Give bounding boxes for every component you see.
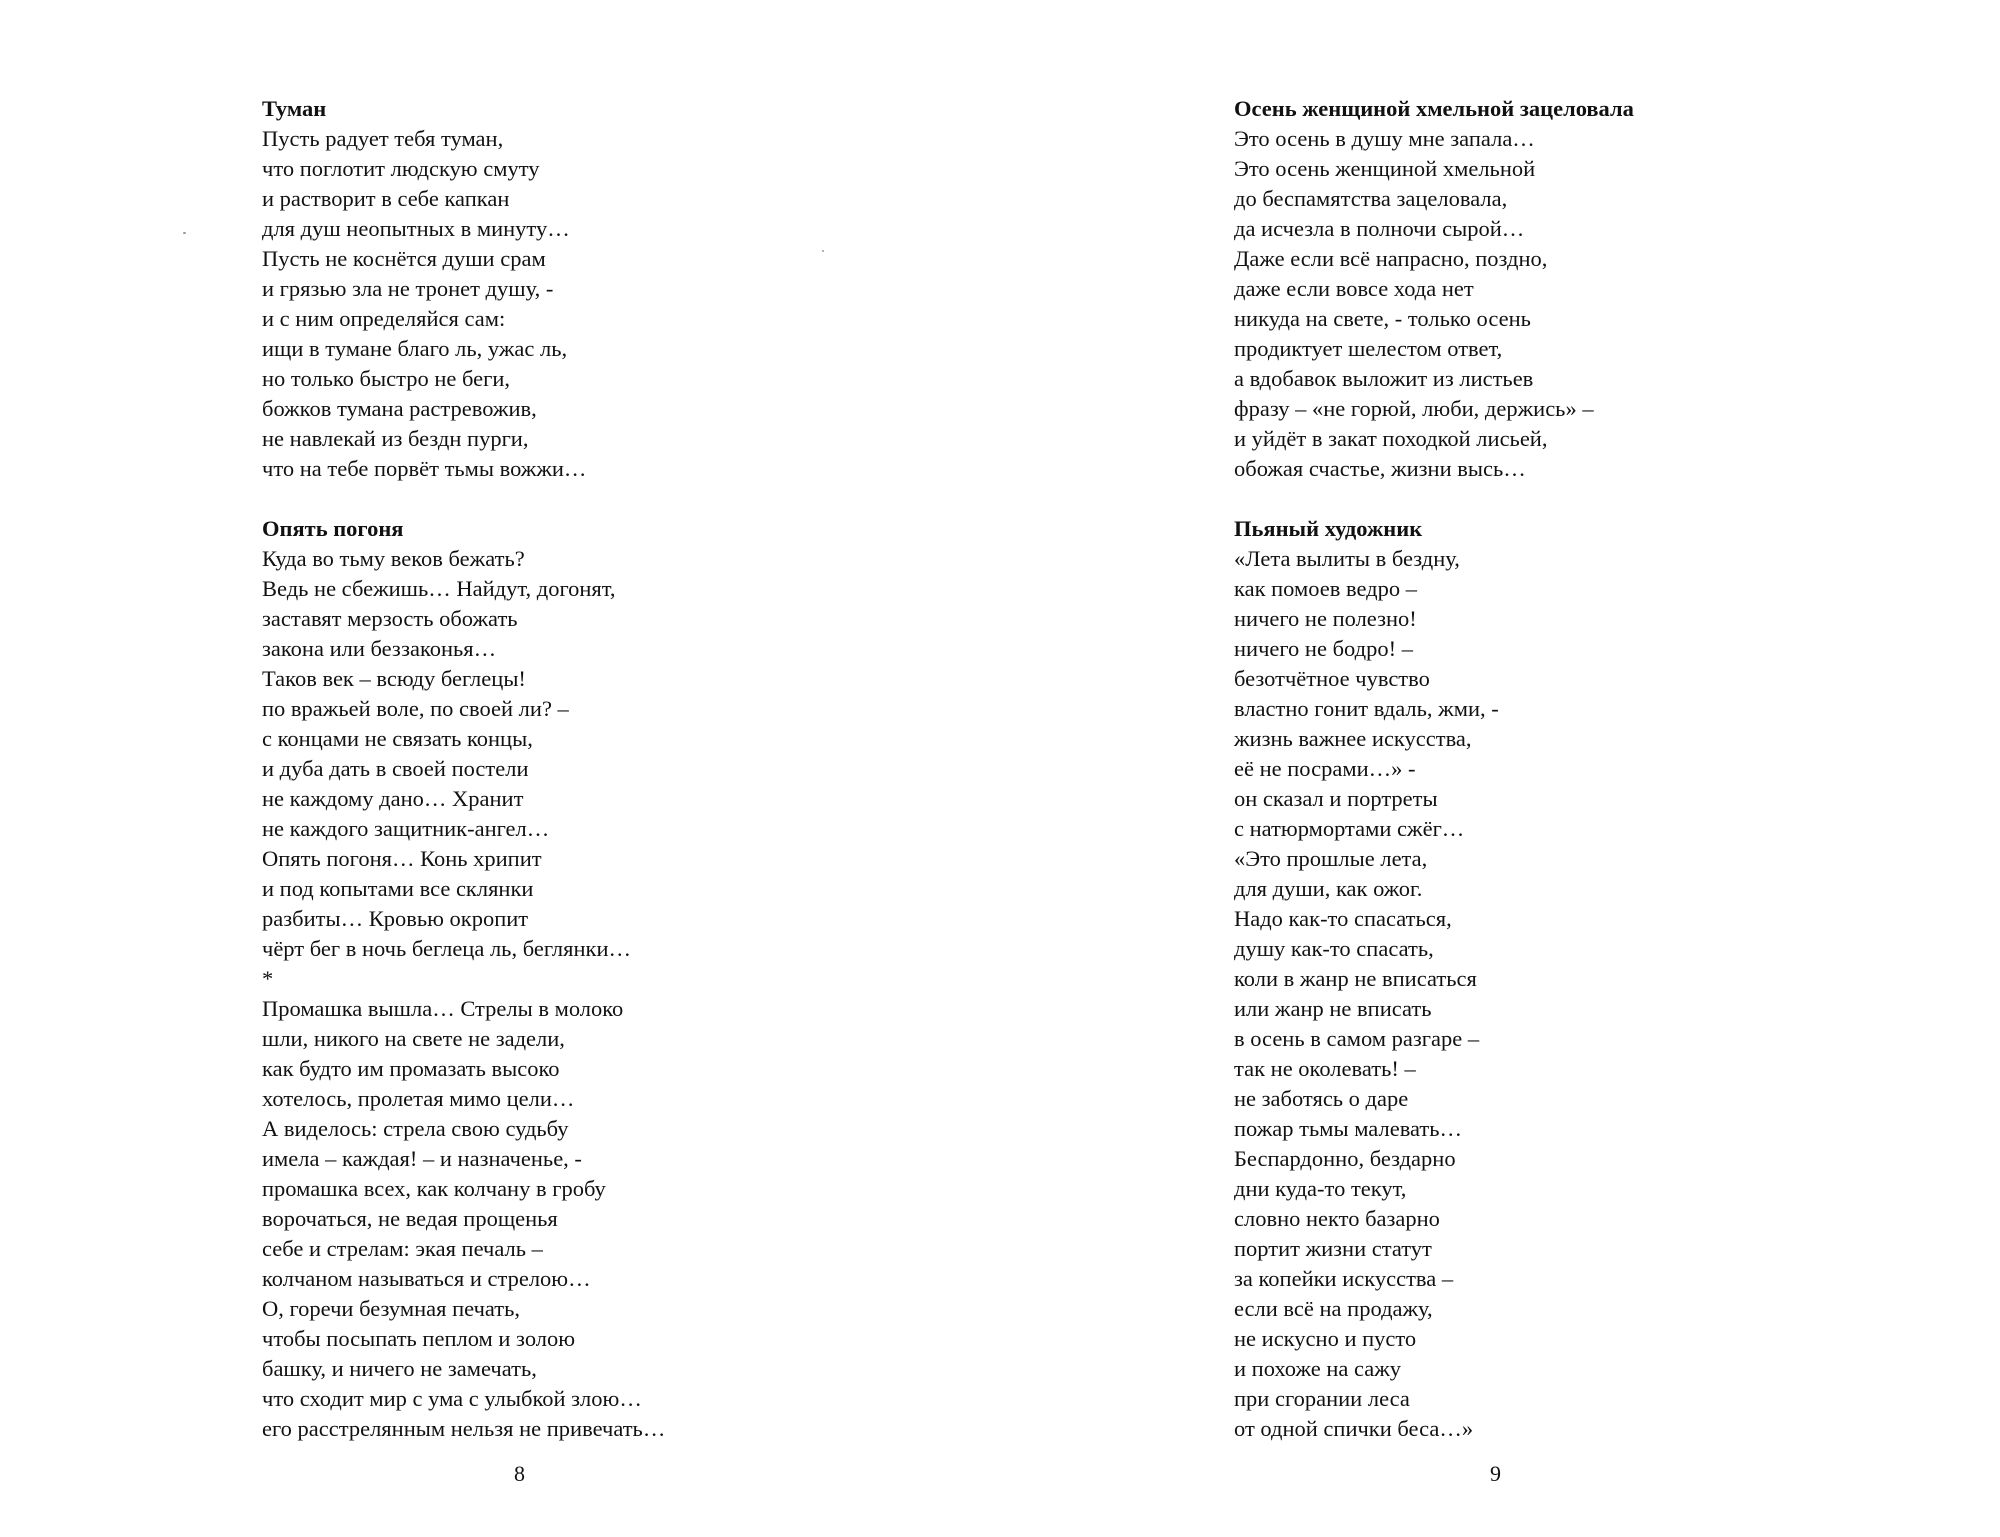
poem-line: ищи в тумане благо ль, ужас ль, <box>262 336 568 361</box>
poem-line: словно некто базарно <box>1234 1206 1440 1231</box>
poem-line: не каждого защитник-ангел… <box>262 816 550 841</box>
poem-line: да исчезла в полночи сырой… <box>1234 216 1525 241</box>
poem-line: а вдобавок выложит из листьев <box>1234 366 1534 391</box>
poem-line: колчаном называться и стрелою… <box>262 1266 591 1291</box>
poem-title: Пьяный художник <box>1234 516 1423 541</box>
poem-line: Ведь не сбежишь… Найдут, догонят, <box>262 576 616 601</box>
poem-line: для душ неопытных в минуту… <box>262 216 570 241</box>
poem-line: «Лета вылиты в бездну, <box>1234 546 1460 571</box>
poem-line: Пусть не коснётся души срам <box>262 246 546 271</box>
poem-line: дни куда-то текут, <box>1234 1176 1407 1201</box>
poem-line: безотчётное чувство <box>1234 666 1430 691</box>
poem-line: ничего не полезно! <box>1234 606 1417 631</box>
poem-line: как помоев ведро – <box>1234 576 1417 601</box>
poem-line: не заботясь о даре <box>1234 1086 1409 1111</box>
poem-line: что поглотит людскую смуту <box>262 156 540 181</box>
poem-line: Надо как-то спасаться, <box>1234 906 1452 931</box>
right-page <box>1000 0 2000 1537</box>
poem-line: хотелось, пролетая мимо цели… <box>262 1086 575 1111</box>
poem-line: что сходит мир с ума с улыбкой злою… <box>262 1386 642 1411</box>
poem-line: разбиты… Кровью окропит <box>262 906 529 931</box>
poem-line: даже если вовсе хода нет <box>1234 276 1474 301</box>
poem-line: как будто им промазать высоко <box>262 1056 560 1081</box>
poem-line: если всё на продажу, <box>1234 1296 1433 1321</box>
poem-line: божков тумана растревожив, <box>262 396 537 421</box>
poem-line: он сказал и портреты <box>1234 786 1438 811</box>
poem-line: но только быстро не беги, <box>262 366 511 391</box>
poem-line: башку, и ничего не замечать, <box>262 1356 537 1381</box>
poem-line: не искусно и пусто <box>1234 1326 1417 1351</box>
poem-line: шли, никого на свете не задели, <box>262 1026 565 1051</box>
page-number: 8 <box>514 1461 525 1486</box>
poem <box>262 94 665 484</box>
poem-line: с натюрмортами сжёг… <box>1234 816 1465 841</box>
poem-line: и с ним определяйся сам: <box>262 306 506 331</box>
poem-line: при сгорании леса <box>1234 1386 1410 1411</box>
poem-line: О, горечи безумная печать, <box>262 1296 521 1321</box>
poem-title: Туман <box>262 96 327 121</box>
poem-line: по вражьей воле, по своей ли? – <box>262 696 569 721</box>
poem-line: промашка всех, как колчану в гробу <box>262 1176 606 1201</box>
poem-line: портит жизни статут <box>1234 1236 1432 1261</box>
poem-line: Пусть радует тебя туман, <box>262 126 504 151</box>
poem-line: Промашка вышла… Стрелы в молоко <box>262 996 624 1021</box>
poem-line: продиктует шелестом ответ, <box>1234 336 1503 361</box>
poem-line: с концами не связать концы, <box>262 726 533 751</box>
poem-line: его расстрелянным нельзя не привечать… <box>262 1416 666 1441</box>
poem-line: не навлекай из бездн пурги, <box>262 426 529 451</box>
scan-speck <box>822 250 824 252</box>
poem <box>262 514 665 1444</box>
poem-line: не каждому дано… Хранит <box>262 786 524 811</box>
poem-line: до беспамятства зацеловала, <box>1234 186 1508 211</box>
poem-line: жизнь важнее искусства, <box>1234 726 1472 751</box>
poem-line: и грязью зла не тронет душу, - <box>262 276 554 301</box>
poem-title: Осень женщиной хмельной зацеловала <box>1234 96 1634 121</box>
poem-line: Это осень женщиной хмельной <box>1234 156 1536 181</box>
poem-line: коли в жанр не вписаться <box>1234 966 1477 991</box>
poem-line: Опять погоня… Конь хрипит <box>262 846 542 871</box>
poem-line: и похоже на сажу <box>1234 1356 1402 1381</box>
poem-line: что на тебе порвёт тьмы вожжи… <box>262 456 587 481</box>
poem-line: Беспардонно, бездарно <box>1234 1146 1456 1171</box>
poem-line: властно гонит вдаль, жми, - <box>1234 696 1499 721</box>
poem-line: закона или беззаконья… <box>262 636 497 661</box>
poem-line: и растворит в себе капкан <box>262 186 510 211</box>
poem-line: так не околевать! – <box>1234 1056 1416 1081</box>
poem-line: от одной спички беса…» <box>1234 1416 1474 1441</box>
poem-line: её не посрами…» - <box>1234 756 1416 781</box>
poem-line: * <box>262 966 274 991</box>
poem-line: Таков век – всюду беглецы! <box>262 666 526 691</box>
left-text-column <box>262 94 665 1444</box>
poem-line: чёрт бег в ночь беглеца ль, беглянки… <box>262 936 632 961</box>
scan-speck <box>183 232 186 234</box>
poem-title: Опять погоня <box>262 516 404 541</box>
poem-line: имела – каждая! – и назначенье, - <box>262 1146 582 1171</box>
poem-line: чтобы посыпать пеплом и золою <box>262 1326 576 1351</box>
page-number: 9 <box>1490 1461 1501 1486</box>
poem-line: или жанр не вписать <box>1234 996 1432 1021</box>
poem-line: фразу – «не горюй, люби, держись» – <box>1234 396 1594 421</box>
poem-line: пожар тьмы малевать… <box>1234 1116 1463 1141</box>
poem <box>1234 94 1634 484</box>
poem-line: ничего не бодро! – <box>1234 636 1413 661</box>
poem-line: заставят мерзость обожать <box>262 606 518 631</box>
poem-line: никуда на свете, - только осень <box>1234 306 1531 331</box>
poem <box>1234 514 1634 1444</box>
poem-line: душу как-то спасать, <box>1234 936 1434 961</box>
poem-line: в осень в самом разгаре – <box>1234 1026 1480 1051</box>
poem-line: А виделось: стрела свою судьбу <box>262 1116 569 1141</box>
poem-line: и дуба дать в своей постели <box>262 756 529 781</box>
right-text-column <box>1234 94 1634 1444</box>
poem-line: ворочаться, не ведая прощенья <box>262 1206 558 1231</box>
poem-line: для души, как ожог. <box>1234 876 1423 901</box>
poem-line: Куда во тьму веков бежать? <box>262 546 525 571</box>
poem-line: Это осень в душу мне запала… <box>1234 126 1535 151</box>
poem-line: «Это прошлые лета, <box>1234 846 1428 871</box>
poem-line: себе и стрелам: экая печаль – <box>262 1236 543 1261</box>
poem-line: Даже если всё напрасно, поздно, <box>1234 246 1548 271</box>
poem-line: за копейки искусства – <box>1234 1266 1454 1291</box>
poem-line: и уйдёт в закат походкой лисьей, <box>1234 426 1548 451</box>
poem-line: обожая счастье, жизни высь… <box>1234 456 1526 481</box>
poem-line: и под копытами все склянки <box>262 876 534 901</box>
